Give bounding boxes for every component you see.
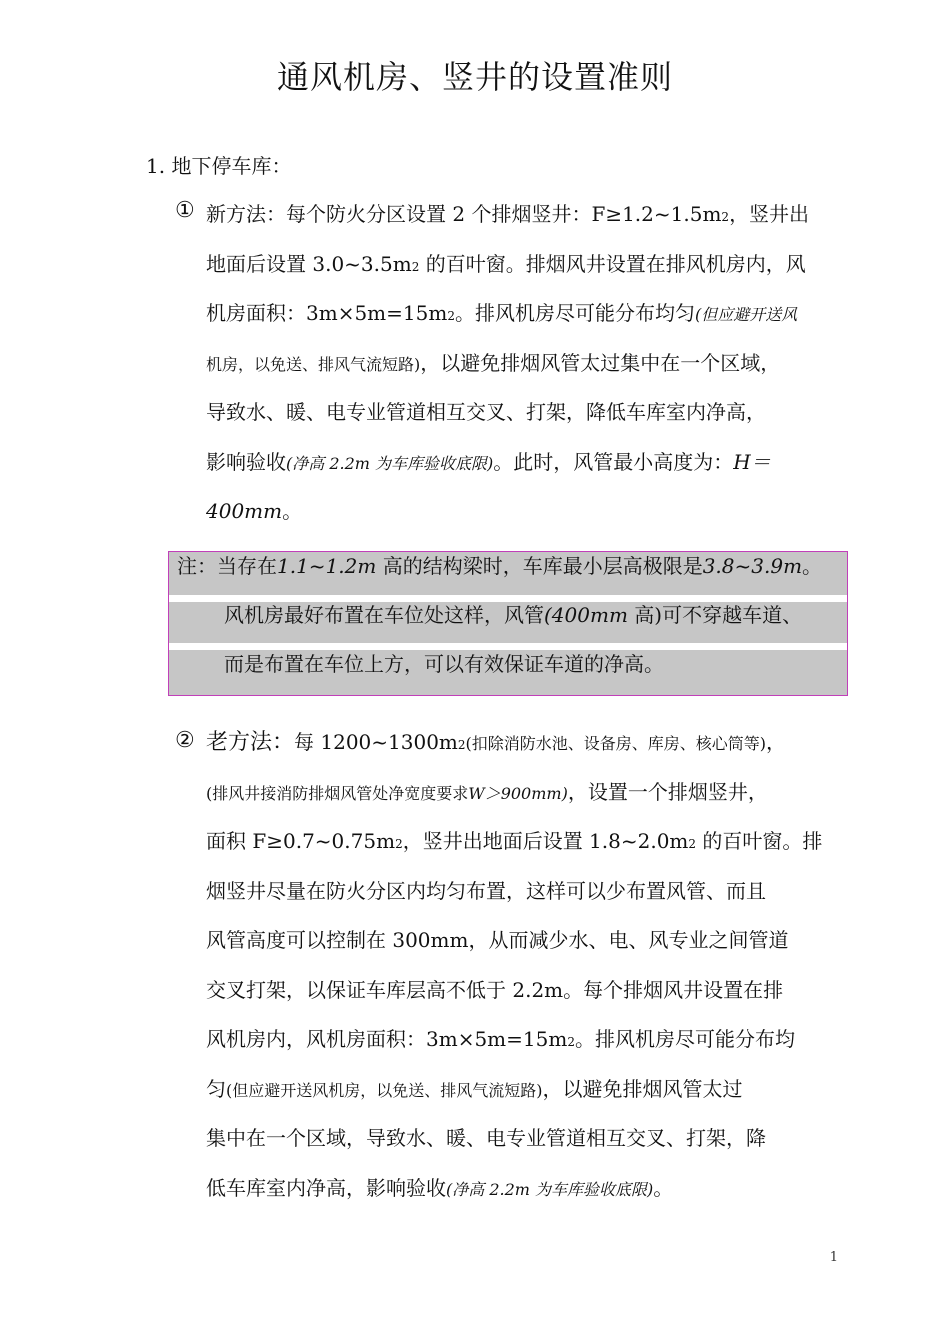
text-run: 。排风机房尽可能分布均匀 bbox=[454, 301, 695, 325]
text-run: 导致水、暖、电专业管道相互交叉、打架，降低车库室内净高， bbox=[206, 400, 766, 424]
note-box bbox=[168, 551, 848, 696]
item-2-paragraph bbox=[206, 718, 838, 1213]
text-run-small: 机房，以免送、排风气流短路) bbox=[206, 354, 421, 374]
page-number: 1 bbox=[829, 1250, 838, 1265]
text-run: 风机房内，风机房面积：3m×5m=15m bbox=[206, 1027, 568, 1051]
text-run-small: (但应避开送风 bbox=[694, 305, 798, 324]
text-line bbox=[206, 1015, 838, 1065]
text-run: ， bbox=[766, 730, 787, 754]
text-line bbox=[206, 190, 838, 240]
text-line bbox=[206, 1114, 838, 1164]
text-run: ，设置一个排烟竖井， bbox=[567, 779, 768, 804]
item-1-paragraph bbox=[206, 190, 838, 537]
text-run-small: (但应避开送风机房，以免送、排风气流短路) bbox=[226, 1080, 543, 1100]
text-line bbox=[206, 966, 838, 1016]
text-run-small: (排风井接消防排烟风管处净宽度要求 bbox=[206, 783, 469, 803]
text-run: 。此时，风管最小高度为： bbox=[493, 449, 734, 474]
note-text: 注：当存在 bbox=[177, 554, 277, 578]
text-run: 。 bbox=[282, 499, 303, 523]
text-run: ，以避免排烟风管太过 bbox=[542, 1076, 743, 1101]
text-run: 。排风机房尽可能分布均 bbox=[574, 1027, 795, 1051]
note-line-2 bbox=[224, 601, 802, 629]
text-run: 低车库室内净高，影响验收 bbox=[206, 1175, 446, 1200]
text-run: 影响验收 bbox=[206, 449, 286, 474]
text-run: 集中在一个区域，导致水、暖、电专业管道相互交叉、打架，降 bbox=[206, 1126, 766, 1150]
note-text: 风机房最好布置在车位处这样，风管 bbox=[224, 603, 544, 627]
note-line-3 bbox=[224, 650, 664, 678]
text-line bbox=[206, 817, 838, 867]
text-line bbox=[206, 768, 838, 818]
text-line bbox=[206, 438, 838, 488]
item-marker-1: ① bbox=[175, 198, 195, 223]
text-line bbox=[206, 1065, 838, 1115]
superscript: 2 bbox=[721, 210, 730, 224]
text-run: 机房面积：3m×5m=15m bbox=[206, 301, 448, 325]
text-line bbox=[206, 339, 838, 389]
note-text: 3.8~3.9m bbox=[702, 554, 803, 578]
superscript: 2 bbox=[395, 837, 403, 851]
text-line bbox=[206, 388, 838, 438]
text-run: 每 1200~1300m bbox=[294, 730, 458, 754]
section-heading: 1. 地下停车库： bbox=[146, 154, 292, 178]
note-text: 而是布置在车位上方，可以有效保证车道的净高。 bbox=[224, 652, 664, 676]
text-run: 的百叶窗。排烟风井设置在排风机房内，风 bbox=[419, 251, 806, 276]
note-text: 高)可不穿越车道、 bbox=[627, 603, 803, 627]
note-text: 。 bbox=[802, 554, 823, 578]
text-run-small: W＞900mm) bbox=[468, 783, 568, 803]
text-line bbox=[206, 240, 838, 290]
text-run-small: (净高 2.2m 为车库验收底限) bbox=[446, 1179, 654, 1199]
item-marker-2: ② bbox=[175, 728, 195, 753]
text-line bbox=[206, 487, 838, 537]
text-run-small: (扣除消防水池、设备房、库房、核心筒等) bbox=[465, 734, 767, 753]
text-run: 的百叶窗。排 bbox=[696, 829, 823, 853]
text-run: H＝ bbox=[733, 449, 771, 474]
text-line bbox=[206, 867, 838, 917]
text-run: 。 bbox=[653, 1175, 674, 1200]
text-run: 风管高度可以控制在 300mm，从而减少水、电、风专业之间管道 bbox=[206, 928, 789, 952]
text-run: 匀 bbox=[206, 1076, 226, 1101]
text-line bbox=[206, 916, 838, 966]
text-line bbox=[206, 718, 838, 768]
text-run: ，竖井出 bbox=[729, 202, 810, 226]
note-line-1 bbox=[177, 552, 822, 580]
text-run: 交叉打架，以保证车库层高不低于 2.2m。每个排烟风井设置在排 bbox=[206, 977, 784, 1002]
page-title: 通风机房、竖井的设置准则 bbox=[276, 58, 673, 96]
text-run: 新方法：每个防火分区设置 2 个排烟竖井：F≥1.2~1.5m bbox=[206, 202, 722, 226]
text-run: 地面后设置 3.0~3.5m bbox=[206, 251, 412, 276]
superscript: 2 bbox=[447, 309, 455, 323]
text-run: ，以避免排烟风管太过集中在一个区域， bbox=[420, 350, 781, 375]
superscript: 2 bbox=[567, 1035, 575, 1049]
text-line bbox=[206, 289, 838, 339]
text-line bbox=[206, 1164, 838, 1214]
superscript: 2 bbox=[457, 738, 466, 752]
text-run: ，竖井出地面后设置 1.8~2.0m bbox=[402, 829, 689, 853]
text-run: 400mm bbox=[206, 499, 283, 523]
note-text: 高的结构梁时，车库最小层高极限是 bbox=[376, 554, 703, 578]
note-text: 1.1~1.2m bbox=[277, 554, 377, 578]
text-run: 烟竖井尽量在防火分区内均匀布置，这样可以少布置风管、而且 bbox=[206, 878, 766, 903]
text-run: 老方法： bbox=[206, 730, 295, 755]
superscript: 2 bbox=[411, 259, 420, 274]
note-text: (400mm bbox=[544, 603, 628, 627]
text-run: 面积 F≥0.7~0.75m bbox=[206, 829, 396, 853]
superscript: 2 bbox=[688, 837, 697, 851]
text-run-small: (净高 2.2m 为车库验收底限) bbox=[286, 453, 494, 473]
